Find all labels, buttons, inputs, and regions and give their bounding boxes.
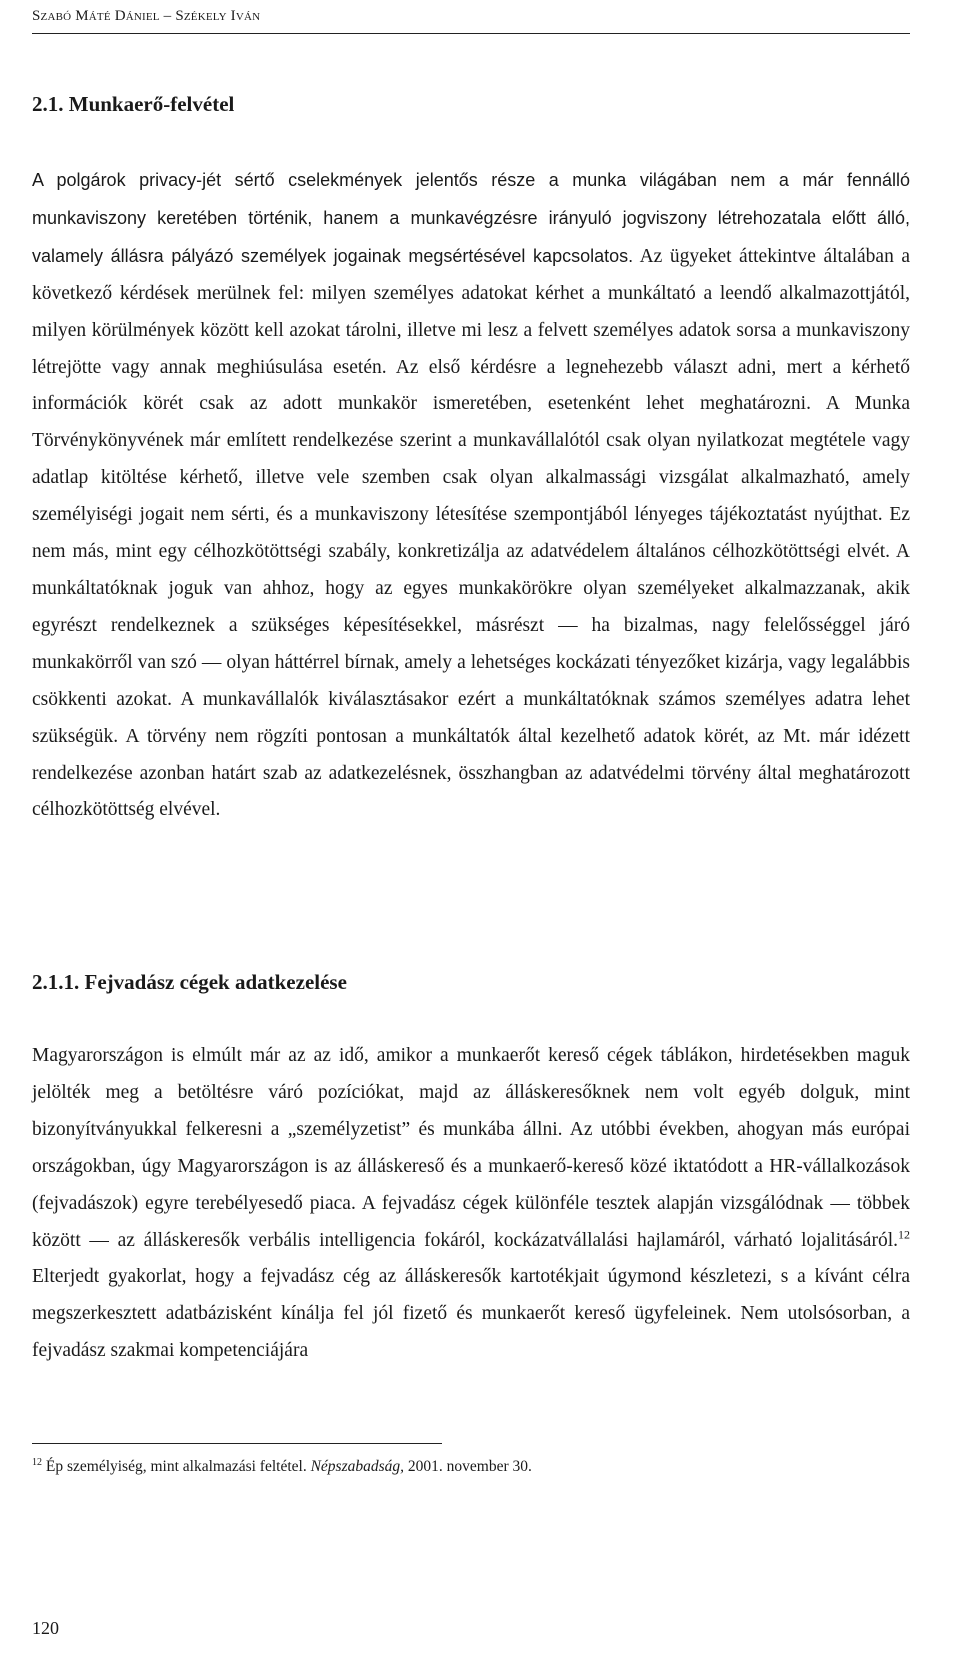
footnote-source: Népszabadság, xyxy=(310,1458,405,1475)
paragraph-serif-text: Az ügyeket áttekintve általában a következő kérdések merülnek fel: milyen személyes adatokat kérhet a munkáltató a leendő alkalmazottjától, milyen körülmények között kell azokat tárolni, illetve mi lesz a felvett személyes adatok sorsa a munkaviszony létrejötte vagy annak meghiúsulása esetén. Az első kérdésre a legnehezebb választ adni, mert a kérhető információk körét csak az adott munkakör ismeretében, esetenként lehet meghatározni. A Munka Törvénykönyvének már említett rendelkezése szerint a munkavállalótól csak olyan nyilatkozat megtétele vagy adatlap kitöltése kérhető, illetve vele szemben csak olyan alkalmassági vizsgálat alkalmazható, amely személyiségi jogait nem sérti, és a munkaviszony létesítése szempontjából lényeges tájékoztatást nyújthat. Ez nem más, mint egy célhozkötöttségi szabály, konkretizálja az adatvédelem általános célhozkötöttségi elvét. A munkáltatóknak joguk van ahhoz, hogy az egyes munkakörökre olyan személyeket alkalmazzanak, akik egyrészt rendelkeznek a szükséges képesítésekkel, másrészt — ha bizalmas, nagy felelősséggel járó munkakörről van szó — olyan háttérrel bírnak, amely a lehetséges kockázati tényezőket kizárja, vagy legalábbis csökkenti azokat. A munkavállalók kiválasztásakor ezért a munkáltatóknak számos személyes adatra lehet szükségük. A törvény nem rögzíti pontosan a munkáltatók által kezelhető adatok körét, az Mt. már idézett rendelkezése azonban határt szab az adatkezelésnek, összhangban az adatvédelmi törvény által meghatározott célhozkötöttség elvével. xyxy=(32,245,910,821)
subsection-title: 2.1.1. Fejvadász cégek adatkezelése xyxy=(32,970,347,994)
footnote-rule xyxy=(32,1443,442,1444)
paragraph-sans-sentence: A polgárok privacy-jét sértő cselekmények jelentős része a munka világában nem a már fennálló munkaviszony keretében történik, hanem a munkavégzésre irányuló jogviszony létrehozatala előtt álló, valamely állásra pályázó személyek jogainak megsértésével kapcsolatos. xyxy=(32,170,910,266)
header-rule xyxy=(32,33,910,34)
section-title: 2.1. Munkaerő-felvétel xyxy=(32,92,235,116)
footnote-number: 12 xyxy=(32,1456,42,1468)
footnote-text: Ép személyiség, mint alkalmazási feltétel. xyxy=(42,1458,311,1475)
paragraph-text-before-note: Magyarországon is elmúlt már az az idő, amikor a munkaerőt kereső cégek táblákon, hirdetésekben maguk jelölték meg a betöltésre váró pozíciókat, majd az álláskeresőknek nem volt egyéb dolguk, mint bizonyítványukkal felkeresni a „személyzetist” és munkába állni. Az utóbbi években, ahogyan más európai országokban, úgy Magyarországon is az álláskereső és a munkaerő-kereső közé iktatódott a HR-vállalkozások (fejvadászok) egyre terebélyesedő piaca. A fejvadász cégek különféle tesztek alapján vizsgálódnak — többek között — az álláskeresők verbális intelligencia fokáról, kockázatvállalási hajlamáról, várható lojalitásáról. xyxy=(32,1045,910,1251)
running-header: Szabó Máté Dániel – Székely Iván xyxy=(32,8,261,24)
paragraph-text-after-note: Elterjedt gyakorlat, hogy a fejvadász cég az álláskeresők kartotékjait úgymond készletezi, s a kívánt célra megszerkesztett adatbázisként kínálja fel jól fizető és munkaerőt kereső ügyfeleinek. Nem utolsósorban, a fejvadász szakmai kompetenciájára xyxy=(32,1266,910,1362)
footnote xyxy=(32,1458,532,1476)
section-paragraph xyxy=(32,162,910,829)
subsection-paragraph xyxy=(32,1038,910,1370)
footnote-date: 2001. november 30. xyxy=(404,1458,532,1475)
page-number: 120 xyxy=(32,1618,59,1638)
footnote-reference[interactable]: 12 xyxy=(898,1227,910,1242)
